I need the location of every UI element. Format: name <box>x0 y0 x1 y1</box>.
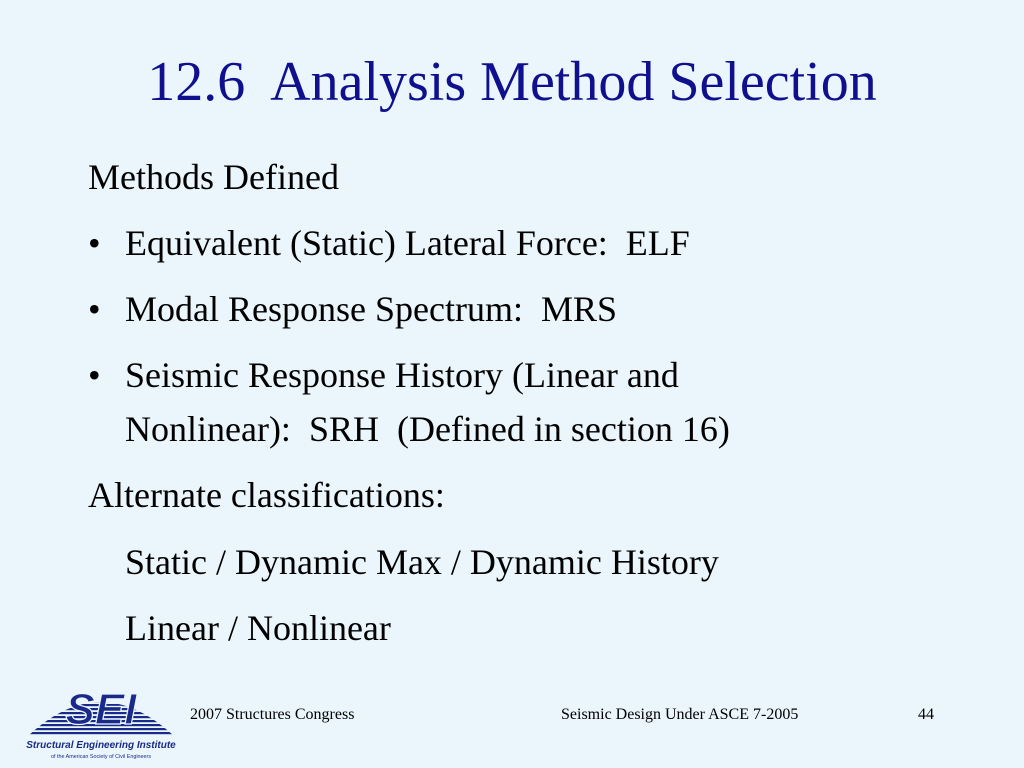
bullet-glyph: • <box>88 355 101 395</box>
sei-logo-line2: of the American Society of Civil Engineers <box>50 754 152 760</box>
sei-logo-line1: Structural Engineering Institute <box>26 740 176 751</box>
classification-line: Static / Dynamic Max / Dynamic History <box>125 542 719 582</box>
bullet-item-elf: Equivalent (Static) Lateral Force: ELF <box>125 223 690 263</box>
classification-line: Linear / Nonlinear <box>125 608 391 648</box>
bullet-item-srh-continued: Nonlinear): SRH (Defined in section 16) <box>125 409 730 449</box>
footer-center: Seismic Design Under ASCE 7-2005 <box>561 706 799 723</box>
alternate-heading: Alternate classifications: <box>88 475 445 515</box>
sei-logo-icon <box>26 676 176 762</box>
bullet-glyph: • <box>88 223 101 263</box>
bullet-glyph: • <box>88 289 101 329</box>
page-number: 44 <box>918 706 934 723</box>
footer-left: 2007 Structures Congress <box>190 706 355 723</box>
bullet-item-mrs: Modal Response Spectrum: MRS <box>125 289 617 329</box>
methods-heading: Methods Defined <box>88 157 339 197</box>
sei-logo-mark: SEI <box>65 685 137 734</box>
bullet-item-srh: Seismic Response History (Linear and <box>125 355 679 395</box>
sei-logo <box>26 676 176 762</box>
slide-title: 12.6 Analysis Method Selection <box>147 51 877 113</box>
